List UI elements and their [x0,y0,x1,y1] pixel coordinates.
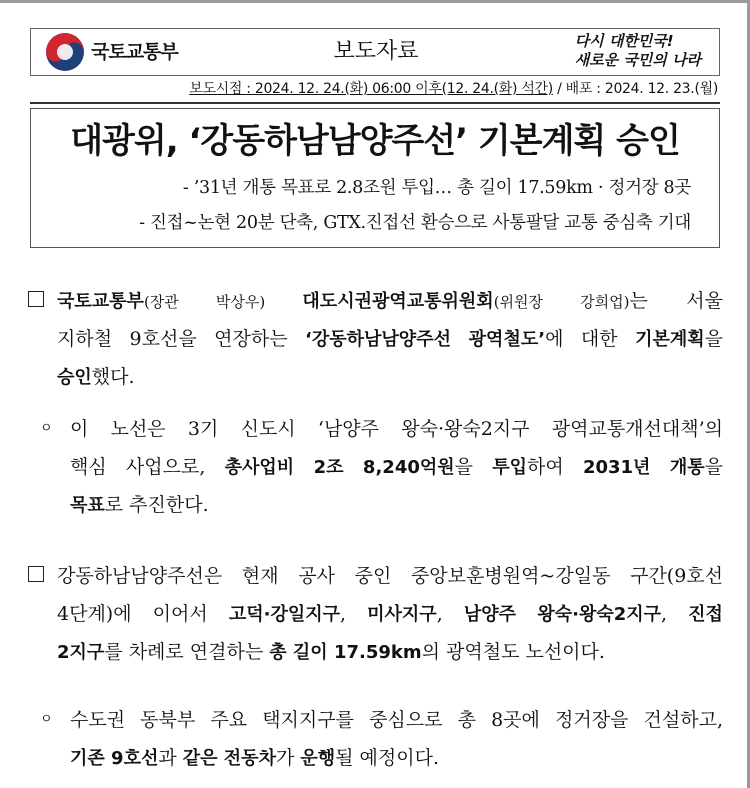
divider [30,102,720,104]
slogan-line1: 다시 대한민국! [574,32,674,50]
subtitle: - ’31년 개통 목표로 2.8조원 투입… 총 길이 17.59km · 정거장 8곳 [182,178,691,198]
text-line [57,557,723,595]
government-emblem-icon [45,32,85,72]
text-run: 이 노선은 3기 신도시 ‘남양주 왕숙·왕숙2지구 광역교통개선대책’의 [70,418,723,440]
bold-text: 국토교통부 [57,291,144,312]
text-run: 가 [275,747,301,769]
bold-text: 2지구 [57,642,105,663]
text-line [70,448,723,486]
text-line [70,410,723,448]
text-run: 을 [704,456,723,478]
text-run: 강동하남남양주선은 현재 공사 중인 중앙보훈병원역~강일동 구간(9호선 [57,565,723,587]
paragraph [70,410,723,524]
bold-text: 기존 9호선 [70,748,159,769]
release-info [189,80,718,98]
slogan-line2: 새로운 국민의 나라 [574,51,701,69]
paragraph [57,557,723,671]
text-run: , [436,603,464,625]
text-run: , [661,603,689,625]
page-border-top [0,0,750,3]
text-run: 수도권 동북부 주요 택지지구를 중심으로 총 8곳에 정거장을 건설하고, [70,709,723,731]
bold-text: 목표 [70,495,105,516]
text-run: 의 광역철도 노선이다. [421,641,605,663]
headline: 대광위, ‘강동하남남양주선’ 기본계획 승인 [70,121,680,161]
embargo-time: 보도시점 : 2024. 12. 24.(화) 06:00 이후(12. 24.(화) 석간) [189,81,553,97]
text-line [57,358,723,396]
text-line [70,486,723,524]
bold-text: 투입 [492,457,528,478]
bold-text: 남양주 왕숙·왕숙2지구 [463,604,662,625]
circle-bullet-icon: ㅇ [40,421,53,436]
text-run: 를 차례로 연결하는 [104,641,270,663]
square-bullet-icon [28,282,44,320]
paragraph [57,282,723,396]
bold-text: 총사업비 2조 8,240억원 [224,457,455,478]
text-run: 핵심 사업으로, [70,456,225,478]
bold-text: 미사지구 [367,604,437,625]
text-run: 에 대한 [545,328,636,350]
text-run: 로 추진한다. [104,494,209,516]
text-line [70,739,723,777]
text-line [70,701,723,739]
document-type: 보도자료 [333,39,419,64]
bold-text: 승인 [57,367,92,388]
text-line [57,633,723,671]
text-line [57,595,723,633]
text-run: 는 서울 [629,290,723,312]
text-run: 을 [704,328,723,350]
text-run: 과 [158,747,183,769]
text-run: 했다. [91,366,135,388]
text-run: , [340,603,368,625]
bold-text: ‘강동하남남양주선 광역철도’ [305,329,546,350]
text-run: 을 [454,456,493,478]
text-run: 지하철 9호선을 연장하는 [57,328,306,350]
text-run: 하여 [527,456,583,478]
distribution-date: / 배포 : 2024. 12. 23.(월) [552,81,718,97]
bold-text: 대도시권광역교통위원회 [302,291,494,312]
title-box [30,108,720,248]
bold-text: 고덕·강일지구 [228,604,340,625]
text-run: 될 예정이다. [335,747,440,769]
subtitle: - 진접~논현 20분 단축, GTX.진접선 환승으로 사통팔달 교통 중심축 기대 [139,213,691,233]
square-bullet-icon [28,557,44,595]
circle-bullet-icon: ㅇ [40,712,53,727]
bold-text: 운행 [300,748,336,769]
bold-text: 2031년 개통 [582,457,705,478]
text-run: (장관 박상우) [143,293,303,311]
bold-text: 진접 [688,604,723,625]
text-run: 4단계)에 이어서 [57,603,229,625]
text-line [57,282,723,320]
bold-text: 기본계획 [635,329,705,350]
text-run: (위원장 강희업) [493,293,630,311]
bold-text: 같은 전동차 [182,748,276,769]
text-line [57,320,723,358]
paragraph [70,701,723,777]
slogan-logo [575,32,701,70]
document-header [30,28,720,76]
ministry-name: 국토교통부 [91,41,178,63]
bold-text: 총 길이 17.59km [269,642,422,663]
